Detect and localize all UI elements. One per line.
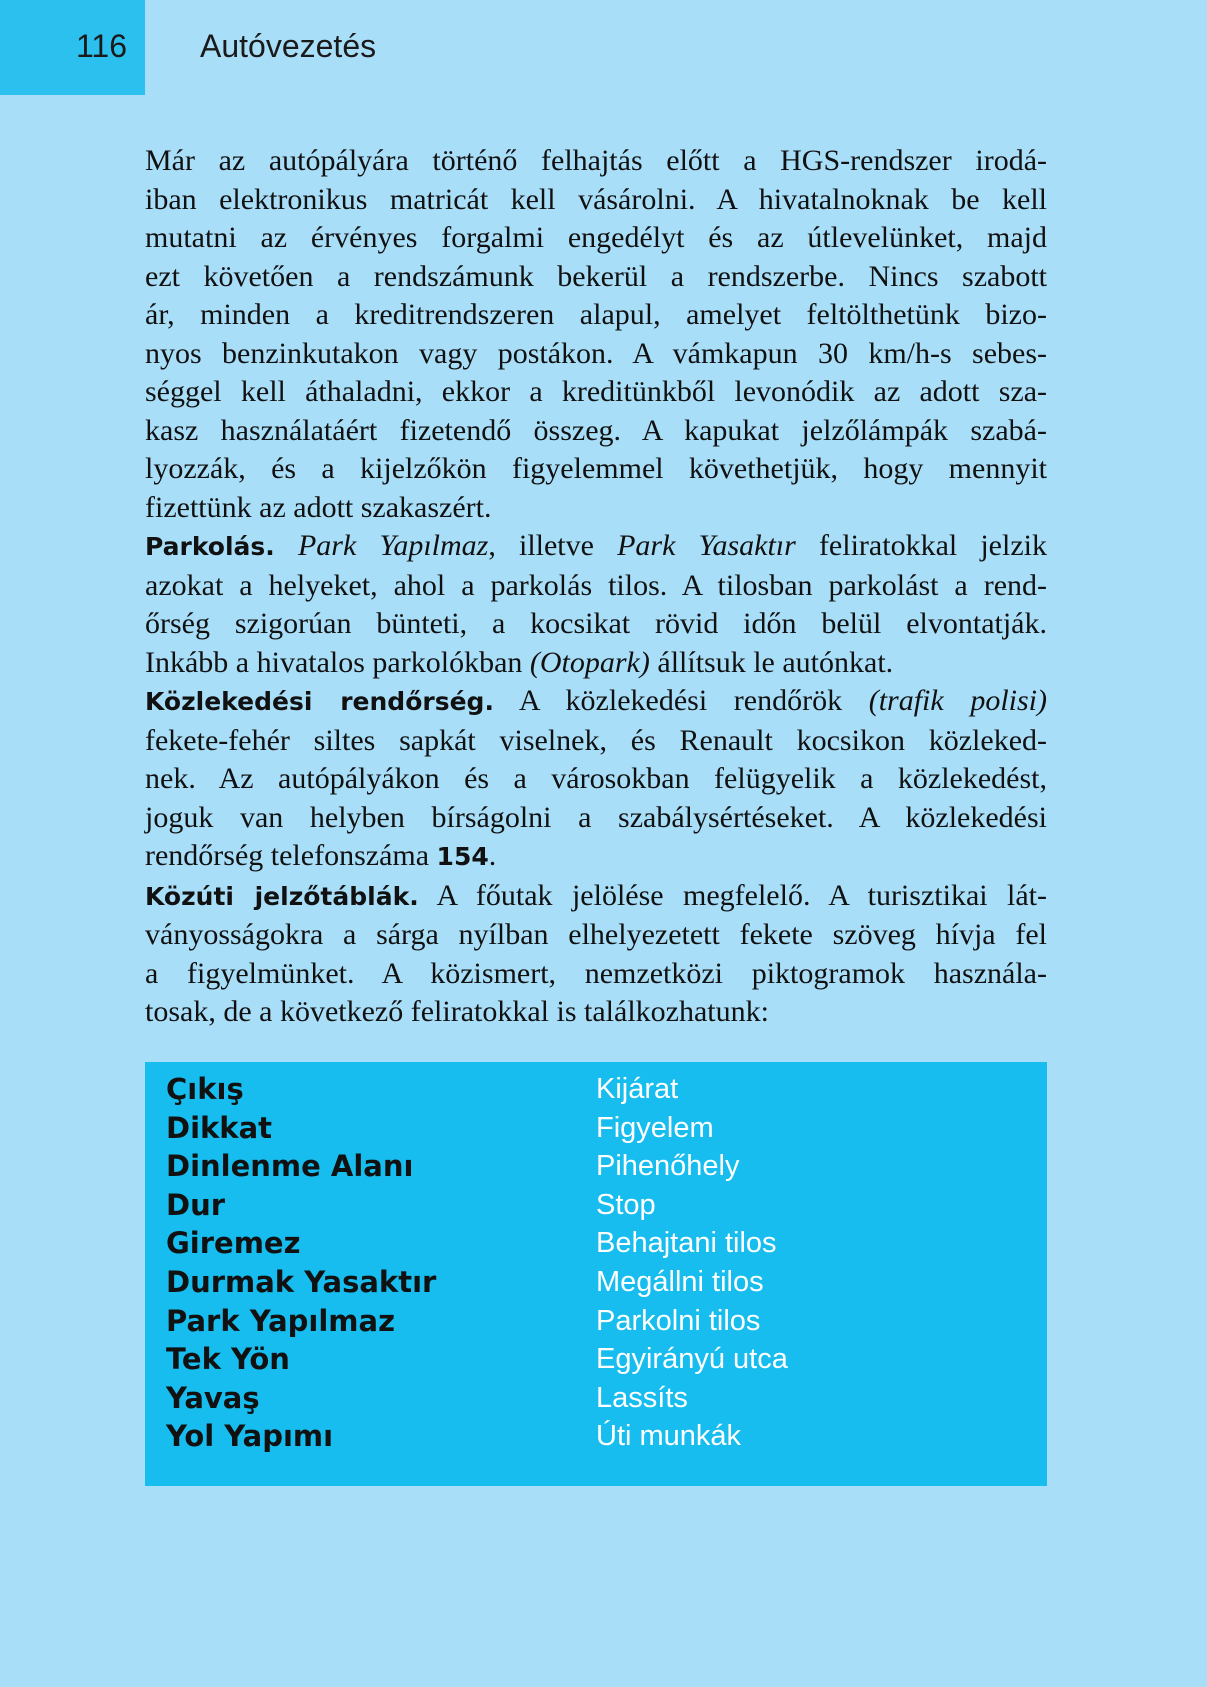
- sign-hungarian: Egyirányú utca: [596, 1343, 788, 1376]
- text-line: azokat a helyeket, ahol a parkolás tilos. A tilosban parkolást a rend-: [145, 568, 1047, 602]
- sign-hungarian: Megállni tilos: [596, 1266, 764, 1298]
- text-line: iban elektronikus matricát kell vásárolni. A hivatalnoknak be kell: [145, 182, 1047, 216]
- text-line: Már az autópályára történő felhajtás előtt a HGS-rendszer irodá-: [145, 144, 1047, 177]
- table-row: [166, 1109, 1026, 1148]
- intro-paragraph: [145, 142, 1047, 527]
- sign-turkish: Giremez: [166, 1226, 301, 1261]
- police-heading: Közlekedési rendőrség.: [145, 687, 494, 716]
- text-line: Közúti jelzőtáblák. A főutak jelölése megfelelő. A turisztikai lát-: [145, 878, 1047, 912]
- sign-turkish: Tek Yön: [166, 1342, 290, 1377]
- sign-hungarian: Parkolni tilos: [596, 1304, 761, 1337]
- text-line: fekete-fehér siltes sapkát viselnek, és Renault kocsikon közleked-: [145, 723, 1047, 757]
- text-line: fizettünk az adott szakaszért.: [145, 490, 492, 524]
- text-line: lyozzák, és a kijelzőkön figyelemmel követhetjük, hogy mennyit: [145, 452, 1047, 485]
- sign-turkish: Dur: [166, 1187, 226, 1222]
- table-row: [166, 1263, 1026, 1302]
- table-row: [166, 1147, 1026, 1186]
- road-signs-heading: Közúti jelzőtáblák.: [145, 881, 419, 911]
- page-number: 116: [76, 28, 128, 64]
- text-line: Közlekedési rendőrség. A közlekedési rendőrök (trafik polisi): [145, 684, 1048, 717]
- table-row: [166, 1340, 1026, 1379]
- sign-turkish: Çıkış: [166, 1072, 244, 1106]
- text-line: mutatni az érvényes forgalmi engedélyt és az útlevelünket, majd: [145, 221, 1047, 254]
- sign-hungarian: Úti munkák: [596, 1420, 742, 1453]
- sign-hungarian: Lassíts: [596, 1381, 688, 1414]
- text-line: nek. Az autópályákon és a városokban felügyelik a közlekedést,: [145, 762, 1047, 795]
- sign-hungarian: Behajtani tilos: [596, 1227, 777, 1260]
- sign-hungarian: Pihenőhely: [596, 1150, 740, 1183]
- text-line: joguk van helyben bírságolni a szabálysértéseket. A közlekedési: [145, 800, 1047, 834]
- table-row: [166, 1186, 1026, 1225]
- body-text: [145, 142, 1047, 1032]
- road-signs-table: [145, 1062, 1047, 1486]
- text-line: ezt követően a rendszámunk bekerül a rendszerbe. Nincs szabott: [145, 259, 1047, 293]
- sign-hungarian: Figyelem: [596, 1111, 714, 1144]
- parking-heading: Parkolás.: [145, 532, 275, 561]
- text-line: a figyelmünket. A közismert, nemzetközi piktogramok használa-: [145, 956, 1047, 990]
- text-line: rendőrség telefonszáma 154.: [145, 839, 497, 872]
- text-line: ványosságokra a sárga nyílban elhelyezetett fekete szöveg hívja fel: [145, 918, 1047, 951]
- table-row: [166, 1302, 1026, 1341]
- table-row: [166, 1070, 1026, 1109]
- text-line: őrség szigorúan bünteti, a kocsikat rövid időn belül elvontatják.: [145, 607, 1047, 640]
- police-phone-number: 154: [436, 842, 489, 871]
- table-row: [166, 1224, 1026, 1263]
- text-line: séggel kell áthaladni, ekkor a kreditünkből levonódik az adott sza-: [145, 375, 1047, 408]
- sign-hungarian: Kijárat: [596, 1073, 679, 1105]
- table-row: [166, 1417, 1026, 1456]
- text-line: nyos benzinkutakon vagy postákon. A vámkapun 30 km/h-s sebes-: [145, 336, 1047, 370]
- table-row: [166, 1379, 1026, 1418]
- sign-turkish: Dikkat: [166, 1110, 273, 1145]
- police-paragraph: [145, 682, 1047, 877]
- sign-hungarian: Stop: [596, 1188, 656, 1221]
- running-head: Autóvezetés: [200, 28, 377, 64]
- text-line: kasz használatáért fizetendő összeg. A kapukat jelzőlámpák szabá-: [145, 413, 1047, 447]
- text-line: Parkolás. Park Yapılmaz, illetve Park Yasaktır feliratokkal jelzik: [145, 529, 1047, 562]
- sign-turkish: Yol Yapımı: [166, 1419, 334, 1454]
- sign-turkish: Dinlenme Alanı: [166, 1149, 414, 1184]
- parking-paragraph: [145, 527, 1047, 682]
- text-line: Inkább a hivatalos parkolókban (Otopark) állítsuk le autónkat.: [145, 645, 894, 679]
- sign-turkish: Yavaş: [166, 1380, 260, 1415]
- text-line: tosak, de a következő feliratokkal is találkozhatunk:: [145, 995, 769, 1028]
- sign-turkish: Park Yapılmaz: [166, 1303, 395, 1338]
- road-signs-paragraph: [145, 877, 1047, 1032]
- text-line: ár, minden a kreditrendszeren alapul, amelyet feltölthetünk bizo-: [145, 298, 1047, 331]
- sign-turkish: Durmak Yasaktır: [166, 1265, 437, 1299]
